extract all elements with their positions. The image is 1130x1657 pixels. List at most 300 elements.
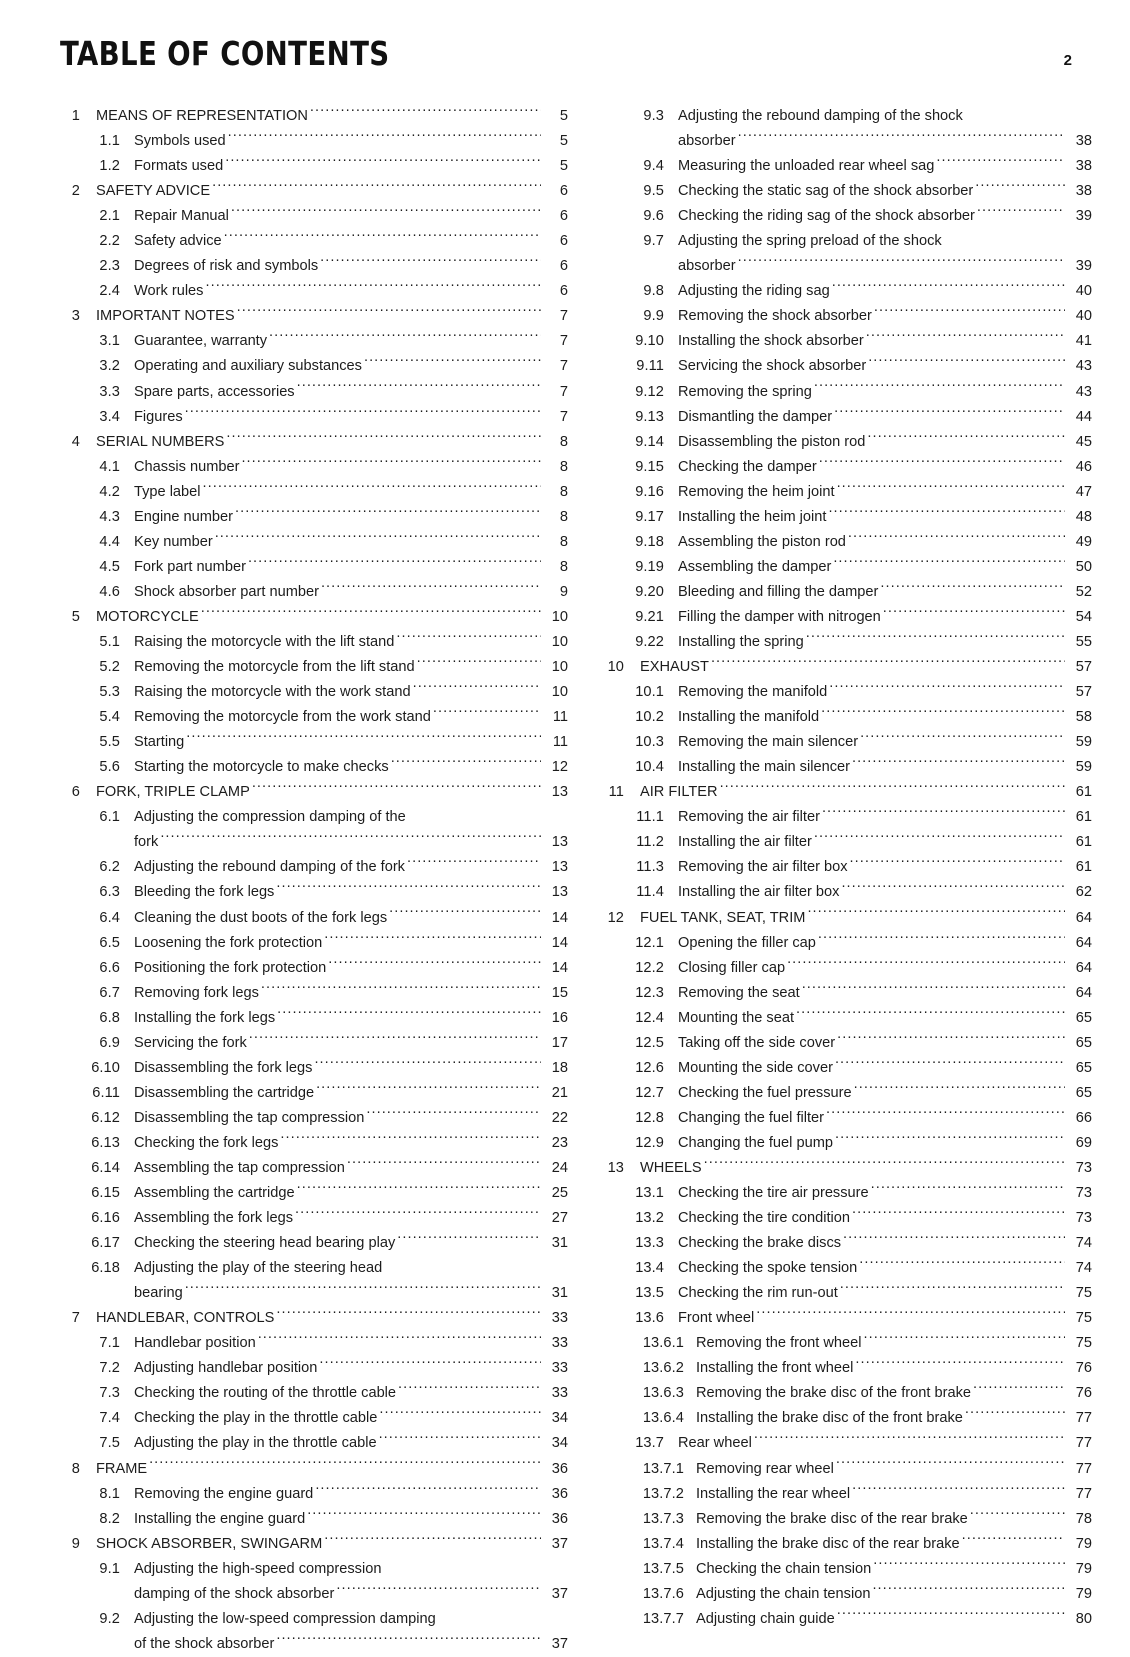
toc-entry-number: 4.6 <box>99 583 120 600</box>
toc-entry[interactable] <box>58 1206 568 1231</box>
toc-entry[interactable] <box>58 580 568 605</box>
toc-entry[interactable] <box>58 1607 568 1657</box>
toc-dot-leader <box>413 681 541 696</box>
toc-entry-title-cont: fork <box>134 834 159 851</box>
toc-entry[interactable] <box>602 1431 1092 1456</box>
toc-entry-page: 69 <box>1075 1134 1092 1151</box>
toc-entry[interactable] <box>58 455 568 480</box>
toc-entry[interactable] <box>58 1131 568 1156</box>
toc-entry[interactable] <box>602 605 1092 630</box>
toc-entry-title: Checking the fuel pressure <box>678 1084 852 1101</box>
toc-entry[interactable] <box>58 780 568 805</box>
toc-entry-body <box>134 505 568 530</box>
toc-entry-title: SERIAL NUMBERS <box>96 433 225 450</box>
toc-entry-body <box>134 1181 568 1206</box>
toc-entry[interactable] <box>602 630 1092 655</box>
toc-entry[interactable] <box>602 780 1092 805</box>
toc-entry[interactable] <box>602 1557 1092 1582</box>
toc-dot-leader <box>872 1583 1065 1598</box>
toc-entry[interactable] <box>58 505 568 530</box>
toc-entry-page: 57 <box>1075 684 1092 701</box>
toc-dot-leader <box>843 1233 1065 1248</box>
toc-entry-body <box>134 1331 568 1356</box>
toc-entry[interactable] <box>58 1256 568 1306</box>
toc-entry-number: 13.7.1 <box>642 1460 684 1477</box>
toc-entry-number: 2.4 <box>99 283 120 300</box>
toc-entry-page: 75 <box>1075 1335 1092 1352</box>
toc-entry[interactable] <box>58 405 568 430</box>
toc-entry[interactable] <box>602 279 1092 304</box>
toc-entry-page: 5 <box>559 133 568 150</box>
toc-dot-leader <box>185 1283 541 1298</box>
toc-entry[interactable] <box>602 1381 1092 1406</box>
toc-entry[interactable] <box>602 530 1092 555</box>
toc-entry-body <box>678 354 1092 379</box>
toc-entry[interactable] <box>58 555 568 580</box>
toc-entry-body <box>134 329 568 354</box>
toc-entry[interactable] <box>58 530 568 555</box>
toc-entry-body <box>96 1532 568 1557</box>
toc-entry-body <box>678 730 1092 755</box>
toc-entry-body <box>678 1181 1092 1206</box>
toc-entry[interactable] <box>58 229 568 254</box>
toc-entry-body <box>696 1381 1092 1406</box>
toc-entry-title: EXHAUST <box>640 659 709 676</box>
toc-dot-leader <box>837 1032 1065 1047</box>
toc-dot-leader <box>249 1032 541 1047</box>
toc-entry[interactable] <box>58 480 568 505</box>
toc-entry[interactable] <box>58 1557 568 1607</box>
toc-entry[interactable] <box>58 880 568 905</box>
toc-entry-body <box>696 1582 1092 1607</box>
toc-entry-title: MOTORCYCLE <box>96 608 199 625</box>
toc-entry-number: 9.22 <box>635 633 664 650</box>
toc-entry[interactable] <box>602 304 1092 329</box>
toc-entry[interactable] <box>58 129 568 154</box>
toc-entry-body <box>678 830 1092 855</box>
toc-entry-title: Starting the motorcycle to make checks <box>134 759 389 776</box>
toc-dot-leader <box>819 456 1065 471</box>
toc-dot-leader <box>814 381 1065 396</box>
toc-entry-number: 13.5 <box>635 1285 664 1302</box>
toc-entry[interactable] <box>58 1331 568 1356</box>
toc-entry-number: 4.5 <box>99 558 120 575</box>
toc-entry-title: Installing the brake disc of the rear brake <box>696 1535 960 1552</box>
toc-dot-leader <box>396 631 541 646</box>
toc-entry-body <box>134 480 568 505</box>
toc-entry-page: 54 <box>1075 608 1092 625</box>
toc-entry-page: 66 <box>1075 1109 1092 1126</box>
toc-entry[interactable] <box>58 1381 568 1406</box>
toc-entry[interactable] <box>602 1607 1092 1632</box>
toc-entry[interactable] <box>602 1131 1092 1156</box>
toc-entry-number: 8.2 <box>99 1510 120 1527</box>
toc-entry[interactable] <box>602 880 1092 905</box>
toc-entry-body <box>134 755 568 780</box>
toc-entry-page: 10 <box>551 608 568 625</box>
toc-entry-title: Adjusting handlebar position <box>134 1360 318 1377</box>
toc-entry[interactable] <box>602 229 1092 279</box>
toc-dot-leader <box>397 1233 541 1248</box>
toc-entry-body <box>678 1206 1092 1231</box>
toc-entry[interactable] <box>58 1231 568 1256</box>
toc-entry[interactable] <box>58 1482 568 1507</box>
toc-entry[interactable] <box>602 981 1092 1006</box>
toc-entry[interactable] <box>58 981 568 1006</box>
toc-entry-page: 46 <box>1075 458 1092 475</box>
toc-entry[interactable] <box>58 204 568 229</box>
toc-entry-body <box>678 154 1092 179</box>
toc-entry[interactable] <box>602 1406 1092 1431</box>
toc-entry-body <box>678 430 1092 455</box>
toc-entry[interactable] <box>58 1356 568 1381</box>
toc-dot-leader <box>231 206 541 221</box>
toc-entry[interactable] <box>602 1031 1092 1056</box>
toc-entry-number: 10.1 <box>635 684 664 701</box>
toc-entry[interactable] <box>602 1457 1092 1482</box>
toc-entry-title: Adjusting the play in the throttle cable <box>134 1435 377 1452</box>
toc-dot-leader <box>848 531 1065 546</box>
toc-entry-body <box>134 1006 568 1031</box>
toc-entry-number: 9.20 <box>635 583 664 600</box>
toc-entry-title: Disassembling the piston rod <box>678 433 866 450</box>
toc-entry-page: 79 <box>1075 1560 1092 1577</box>
toc-entry[interactable] <box>602 505 1092 530</box>
toc-entry[interactable] <box>58 1457 568 1482</box>
toc-entry-title: SAFETY ADVICE <box>96 183 211 200</box>
toc-entry-title: Adjusting the low-speed compression damping <box>134 1610 436 1627</box>
toc-entry[interactable] <box>58 1006 568 1031</box>
toc-dot-leader <box>276 1308 541 1323</box>
toc-entry[interactable] <box>602 805 1092 830</box>
toc-entry-body <box>678 580 1092 605</box>
toc-entry-body <box>678 1081 1092 1106</box>
toc-entry[interactable] <box>58 1056 568 1081</box>
toc-entry[interactable] <box>58 680 568 705</box>
toc-entry[interactable] <box>58 730 568 755</box>
toc-dot-leader <box>391 757 541 772</box>
toc-entry-number: 6.17 <box>91 1235 120 1252</box>
toc-dot-leader <box>866 331 1065 346</box>
toc-entry-tail <box>134 1582 568 1607</box>
toc-entry[interactable] <box>602 329 1092 354</box>
toc-entry-title: Checking the tire air pressure <box>678 1185 869 1202</box>
toc-entry-title: Cleaning the dust boots of the fork legs <box>134 909 388 926</box>
toc-entry-body <box>134 705 568 730</box>
toc-entry[interactable] <box>602 1056 1092 1081</box>
toc-dot-leader <box>261 982 541 997</box>
toc-entry[interactable] <box>602 1156 1092 1181</box>
toc-entry-body <box>678 1131 1092 1156</box>
toc-entry-number: 13.4 <box>635 1260 664 1277</box>
toc-entry[interactable] <box>602 1532 1092 1557</box>
toc-entry-page: 31 <box>551 1285 568 1302</box>
toc-entry[interactable] <box>602 179 1092 204</box>
toc-entry[interactable] <box>58 931 568 956</box>
toc-entry-number: 2.3 <box>99 258 120 275</box>
toc-dot-leader <box>258 1333 541 1348</box>
toc-dot-leader <box>965 1408 1065 1423</box>
toc-entry-title: Assembling the tap compression <box>134 1159 345 1176</box>
toc-entry[interactable] <box>602 1081 1092 1106</box>
toc-entry[interactable] <box>602 1356 1092 1381</box>
toc-entry-page: 74 <box>1075 1260 1092 1277</box>
toc-entry[interactable] <box>58 1156 568 1181</box>
toc-entry-page: 65 <box>1075 1084 1092 1101</box>
toc-dot-leader <box>225 156 541 171</box>
toc-entry-body <box>96 780 568 805</box>
toc-dot-leader <box>379 1433 541 1448</box>
toc-entry-page: 40 <box>1075 308 1092 325</box>
toc-entry[interactable] <box>58 805 568 855</box>
toc-entry-body <box>678 931 1092 956</box>
toc-entry-number: 9.19 <box>635 558 664 575</box>
page-title: TABLE OF CONTENTS <box>60 34 390 73</box>
toc-entry[interactable] <box>602 480 1092 505</box>
toc-entry[interactable] <box>58 279 568 304</box>
toc-entry-body <box>678 630 1092 655</box>
toc-dot-leader <box>280 1132 541 1147</box>
toc-dot-leader <box>973 1383 1065 1398</box>
toc-entry[interactable] <box>58 1106 568 1131</box>
toc-entry-title: Removing the heim joint <box>678 483 835 500</box>
toc-entry-number: 9.9 <box>643 308 664 325</box>
toc-entry[interactable] <box>58 104 568 129</box>
toc-entry-page: 75 <box>1075 1285 1092 1302</box>
toc-entry-title: Installing the air filter <box>678 834 812 851</box>
toc-entry-number: 7.1 <box>99 1335 120 1352</box>
toc-entry-body <box>678 880 1092 905</box>
toc-entry-page: 49 <box>1075 533 1092 550</box>
toc-dot-leader <box>310 105 541 120</box>
toc-entry-body <box>134 1406 568 1431</box>
toc-entry-body <box>678 455 1092 480</box>
toc-entry[interactable] <box>58 1081 568 1106</box>
toc-entry[interactable] <box>602 1507 1092 1532</box>
toc-entry[interactable] <box>602 956 1092 981</box>
toc-dot-leader <box>796 1007 1065 1022</box>
toc-entry-body <box>696 1406 1092 1431</box>
toc-entry-number: 6.1 <box>99 809 120 826</box>
toc-entry-page: 11 <box>552 734 568 751</box>
toc-dot-leader <box>215 531 541 546</box>
toc-entry[interactable] <box>602 830 1092 855</box>
toc-entry[interactable] <box>58 956 568 981</box>
toc-entry-page: 39 <box>1075 208 1092 225</box>
toc-entry[interactable] <box>602 1181 1092 1206</box>
toc-entry-number: 4.4 <box>99 533 120 550</box>
toc-entry-title: Raising the motorcycle with the lift stand <box>134 633 395 650</box>
toc-entry-title: Removing the seat <box>678 984 800 1001</box>
toc-entry-body <box>678 530 1092 555</box>
toc-entry-page: 74 <box>1075 1235 1092 1252</box>
toc-dot-leader <box>277 1007 541 1022</box>
toc-entry-number: 13.7.5 <box>642 1560 684 1577</box>
toc-entry[interactable] <box>58 1406 568 1431</box>
toc-entry-number: 9.3 <box>643 108 664 124</box>
toc-entry[interactable] <box>58 655 568 680</box>
toc-entry-title: Removing the air filter box <box>678 859 848 876</box>
toc-entry-title: Adjusting chain guide <box>696 1610 835 1627</box>
toc-entry-number: 4 <box>71 433 80 450</box>
toc-entry-page: 33 <box>551 1385 568 1402</box>
toc-entry[interactable] <box>602 1206 1092 1231</box>
toc-entry[interactable] <box>602 354 1092 379</box>
toc-entry-body <box>678 1056 1092 1081</box>
toc-dot-leader <box>821 707 1065 722</box>
toc-entry[interactable] <box>58 254 568 279</box>
toc-entry-page: 80 <box>1075 1610 1092 1627</box>
toc-entry[interactable] <box>58 630 568 655</box>
toc-entry[interactable] <box>58 1431 568 1456</box>
toc-entry[interactable] <box>602 555 1092 580</box>
toc-entry[interactable] <box>602 1582 1092 1607</box>
toc-entry[interactable] <box>602 705 1092 730</box>
toc-entry-body <box>134 855 568 880</box>
toc-entry[interactable] <box>58 755 568 780</box>
toc-entry-title: Checking the riding sag of the shock absorber <box>678 208 975 225</box>
toc-entry[interactable] <box>58 304 568 329</box>
toc-entry-body <box>640 1156 1092 1181</box>
toc-entry-title: Installing the fork legs <box>134 1009 276 1026</box>
toc-entry-body <box>134 880 568 905</box>
toc-entry-number: 9.16 <box>635 483 664 500</box>
toc-entry[interactable] <box>58 1306 568 1331</box>
toc-entry-page: 13 <box>551 784 568 801</box>
toc-dot-leader <box>297 381 541 396</box>
toc-entry-page: 34 <box>551 1410 568 1427</box>
toc-entry[interactable] <box>58 154 568 179</box>
toc-entry-title: Installing the heim joint <box>678 508 827 525</box>
toc-entry[interactable] <box>58 855 568 880</box>
toc-entry-title: Bleeding and filling the damper <box>678 583 879 600</box>
toc-entry-body <box>678 1231 1092 1256</box>
toc-entry-number: 9.2 <box>99 1610 120 1627</box>
toc-entry[interactable] <box>602 1306 1092 1331</box>
toc-entry[interactable] <box>602 1106 1092 1131</box>
toc-entry-title: Removing the manifold <box>678 684 828 701</box>
toc-entry[interactable] <box>602 104 1092 154</box>
toc-entry-body <box>696 1532 1092 1557</box>
toc-dot-leader <box>186 732 541 747</box>
toc-entry-page: 9 <box>559 583 568 600</box>
toc-entry[interactable] <box>602 154 1092 179</box>
toc-entry[interactable] <box>602 455 1092 480</box>
toc-entry-body <box>134 555 568 580</box>
toc-entry[interactable] <box>602 680 1092 705</box>
toc-entry[interactable] <box>58 1031 568 1056</box>
toc-entry[interactable] <box>58 380 568 405</box>
toc-entry-title: Installing the front wheel <box>696 1360 854 1377</box>
toc-entry-body <box>134 204 568 229</box>
toc-entry[interactable] <box>602 380 1092 405</box>
toc-dot-leader <box>364 356 541 371</box>
toc-entry-number: 9 <box>71 1535 80 1552</box>
toc-entry-number: 9.7 <box>643 233 664 250</box>
toc-entry-body <box>678 104 1092 154</box>
toc-dot-leader <box>738 130 1065 145</box>
toc-entry-page: 61 <box>1075 859 1092 876</box>
toc-entry-page: 61 <box>1075 784 1092 801</box>
toc-entry-title: Installing the rear wheel <box>696 1485 851 1502</box>
toc-entry[interactable] <box>58 705 568 730</box>
toc-entry[interactable] <box>602 755 1092 780</box>
toc-entry-title: Raising the motorcycle with the work stand <box>134 684 411 701</box>
toc-entry[interactable] <box>602 405 1092 430</box>
toc-entry-body <box>678 705 1092 730</box>
toc-dot-leader <box>224 231 541 246</box>
toc-entry-page: 36 <box>551 1485 568 1502</box>
toc-entry-page: 61 <box>1075 809 1092 826</box>
toc-entry-title: Checking the routing of the throttle cable <box>134 1385 397 1402</box>
toc-dot-leader <box>970 1508 1065 1523</box>
toc-entry[interactable] <box>58 906 568 931</box>
toc-entry-number: 13.6.2 <box>642 1360 684 1377</box>
toc-entry-title: Checking the chain tension <box>696 1560 872 1577</box>
toc-entry-page: 24 <box>551 1159 568 1176</box>
toc-entry-title: Removing the engine guard <box>134 1485 314 1502</box>
toc-entry[interactable] <box>58 430 568 455</box>
toc-entry-tail <box>134 1281 568 1306</box>
toc-entry[interactable] <box>602 1331 1092 1356</box>
toc-entry-title: Installing the engine guard <box>134 1510 306 1527</box>
toc-dot-leader <box>203 481 541 496</box>
toc-dot-leader <box>852 1207 1065 1222</box>
toc-entry-number: 9.10 <box>635 333 664 350</box>
toc-entry[interactable] <box>602 1482 1092 1507</box>
toc-entry[interactable] <box>602 906 1092 931</box>
toc-entry-title: Disassembling the tap compression <box>134 1109 365 1126</box>
toc-entry[interactable] <box>602 1231 1092 1256</box>
toc-entry[interactable] <box>58 1507 568 1532</box>
toc-entry[interactable] <box>602 1256 1092 1281</box>
toc-dot-leader <box>855 1358 1065 1373</box>
toc-entry[interactable] <box>602 430 1092 455</box>
toc-entry-title: AIR FILTER <box>640 784 718 801</box>
toc-entry[interactable] <box>58 605 568 630</box>
toc-entry-page: 38 <box>1075 183 1092 200</box>
toc-entry[interactable] <box>58 179 568 204</box>
toc-entry[interactable] <box>58 329 568 354</box>
toc-entry-body <box>96 430 568 455</box>
toc-entry-page: 39 <box>1075 258 1092 275</box>
toc-entry[interactable] <box>602 1006 1092 1031</box>
toc-entry-body <box>134 380 568 405</box>
toc-entry-page: 64 <box>1075 984 1092 1001</box>
toc-entry-body <box>96 605 568 630</box>
toc-entry[interactable] <box>602 855 1092 880</box>
toc-entry[interactable] <box>602 931 1092 956</box>
toc-entry-page: 8 <box>559 508 568 525</box>
toc-entry[interactable] <box>602 204 1092 229</box>
toc-entry-number: 10.4 <box>635 759 664 776</box>
toc-entry-title: Installing the spring <box>678 633 804 650</box>
toc-entry-number: 1.2 <box>99 158 120 175</box>
toc-entry[interactable] <box>602 730 1092 755</box>
toc-entry[interactable] <box>58 1532 568 1557</box>
toc-entry-number: 6.4 <box>99 909 120 926</box>
toc-entry-page: 64 <box>1075 934 1092 951</box>
toc-entry[interactable] <box>602 580 1092 605</box>
toc-entry[interactable] <box>602 1281 1092 1306</box>
toc-entry[interactable] <box>58 1181 568 1206</box>
toc-entry[interactable] <box>58 354 568 379</box>
toc-entry-title: Handlebar position <box>134 1335 256 1352</box>
toc-entry-page: 73 <box>1075 1185 1092 1202</box>
toc-entry[interactable] <box>602 655 1092 680</box>
toc-entry-number: 9.1 <box>99 1560 120 1577</box>
toc-entry-title: Type label <box>134 483 201 500</box>
